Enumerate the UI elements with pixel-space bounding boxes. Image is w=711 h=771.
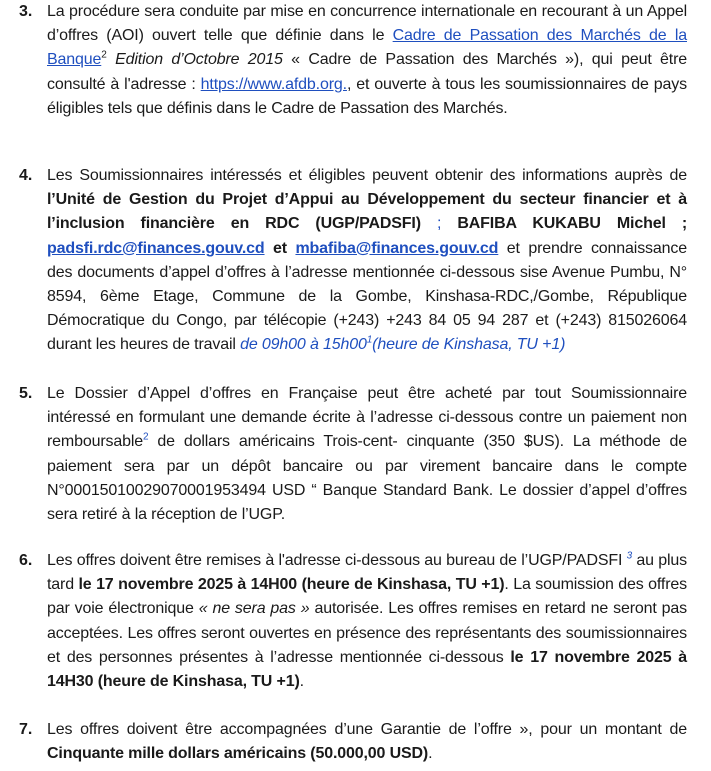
procurement-framework-link[interactable]: Cadre de Passation des Marchés de la Banque — [47, 27, 687, 69]
footnote-ref: 3 — [626, 550, 633, 562]
item-number: 4. — [19, 167, 33, 184]
item-text: Les offres doivent être accompagnées d’une Garantie de l’offre », pour un montant de Cinquante mille dollars américains (50.000,00 USD). — [47, 721, 687, 763]
item-number: 3. — [19, 3, 33, 20]
item-text: La procédure sera conduite par mise en concurrence internationale en recourant à un Appel d’offres (AOI) ouvert telle que définie dans le Cadre de Passation des Marchés de la Banque$^2$ Edition d’Octobre 2015 « Cadre de Passation des Marchés »), qui peut être consulté à l'adresse : https://www.afdb.org., et ouverte à tous les soumissionnaires de pays éligibles tels que définis dans le Cadre de Passation des Marchés. — [47, 3, 688, 117]
opening-date: le 17 novembre 2025 à 14H30 (heure de Kinshasa, TU +1) — [47, 648, 688, 691]
electronic-submission-note: « ne sera pas » — [198, 600, 310, 618]
guarantee-amount: Cinquante mille dollars américains (50.000,00 USD) — [47, 745, 429, 763]
afdb-website-link[interactable]: https://www.afdb.org. — [200, 75, 347, 93]
footnote-ref: 2 — [101, 50, 107, 62]
item-number: 5. — [19, 385, 33, 402]
item-text: Les offres doivent être remises à l'adresse ci-dessous au bureau de l’UGP/PADSFI $^3$ au plus tard le 17 novembre 2025 à 14H00 (heure de Kinshasa, TU +1). La soumission des offres par voie électronique « ne sera pas » autorisée. Les offres remises en retard ne seront pas acceptées. Les offres seront ouvertes en présence des représentants des soumissionnaires et des personnes présentes à l’adresse mentionnée ci-dessous le 17 novembre 2025 à 14H30 (heure de Kinshasa, TU +1). — [47, 550, 688, 691]
footnote-ref: 1 — [366, 335, 373, 347]
deadline-date: le 17 novembre 2025 à 14H00 (heure de Kinshasa, TU +1) — [78, 576, 505, 594]
working-hours: de 09h00 à 15h00 — [240, 336, 367, 354]
ugp-name: l’Unité de Gestion du Projet d’Appui au Développement du secteur financier et à l’inclusion financière en RDC (UGP/PADSFI) — [47, 191, 687, 233]
email-link-mbafiba[interactable]: mbafiba@finances.gouv.cd — [295, 239, 499, 257]
timezone-note: (heure de Kinshasa, TU +1) — [372, 336, 566, 354]
contact-name: BAFIBA KUKABU Michel ; — [457, 215, 688, 233]
email-link-padsfi[interactable]: padsfi.rdc@finances.gouv.cd — [47, 239, 265, 257]
item-number: 6. — [19, 552, 33, 569]
edition-text: Edition d’Octobre 2015 — [115, 51, 283, 69]
item-text: Les Soumissionnaires intéressés et éligibles peuvent obtenir des informations auprès de l’Unité de Gestion du Projet d’Appui au Développement du secteur financier et à l’inclusion financière en RDC (UGP/PADSFI) ; BAFIBA KUKABU Michel ; padsfi.rdc@finances.gouv.cd et mbafiba@finances.gouv.cd et prendre connaissance des documents d’appel d’offres à l’adresse mentionnée ci-dessous sise Avenue Pumbu, N° 8594, 6ème Etage, Commune de la Gombe, Kinshasa-RDC,/Gombe, République Démocratique du Congo, par télécopie (+243) +243 84 05 94 287 et (+243) 815026064 durant les heures de travail de 09h00 à $15h00^1(heure$ de Kinshasa, TU +1) — [47, 167, 688, 354]
item-number: 7. — [19, 721, 33, 738]
footnote-ref: 2 — [143, 432, 149, 444]
item-text: Le Dossier d’Appel d’offres en Française peut être acheté par tout Soumissionnaire intéressé en formulant une demande écrite à l’adresse ci-dessous contre un paiement non remboursable$^2$ de dollars américains Trois-cent- cinquante (350 $US). La méthode de paiement sera par un dépôt bancaire ou par virement bancaire dans le compte N°00015010029070001953494 USD “ Banque Standard Bank. Le dossier d’appel d’offres sera retiré à la réception de l’UGP. — [47, 385, 687, 524]
